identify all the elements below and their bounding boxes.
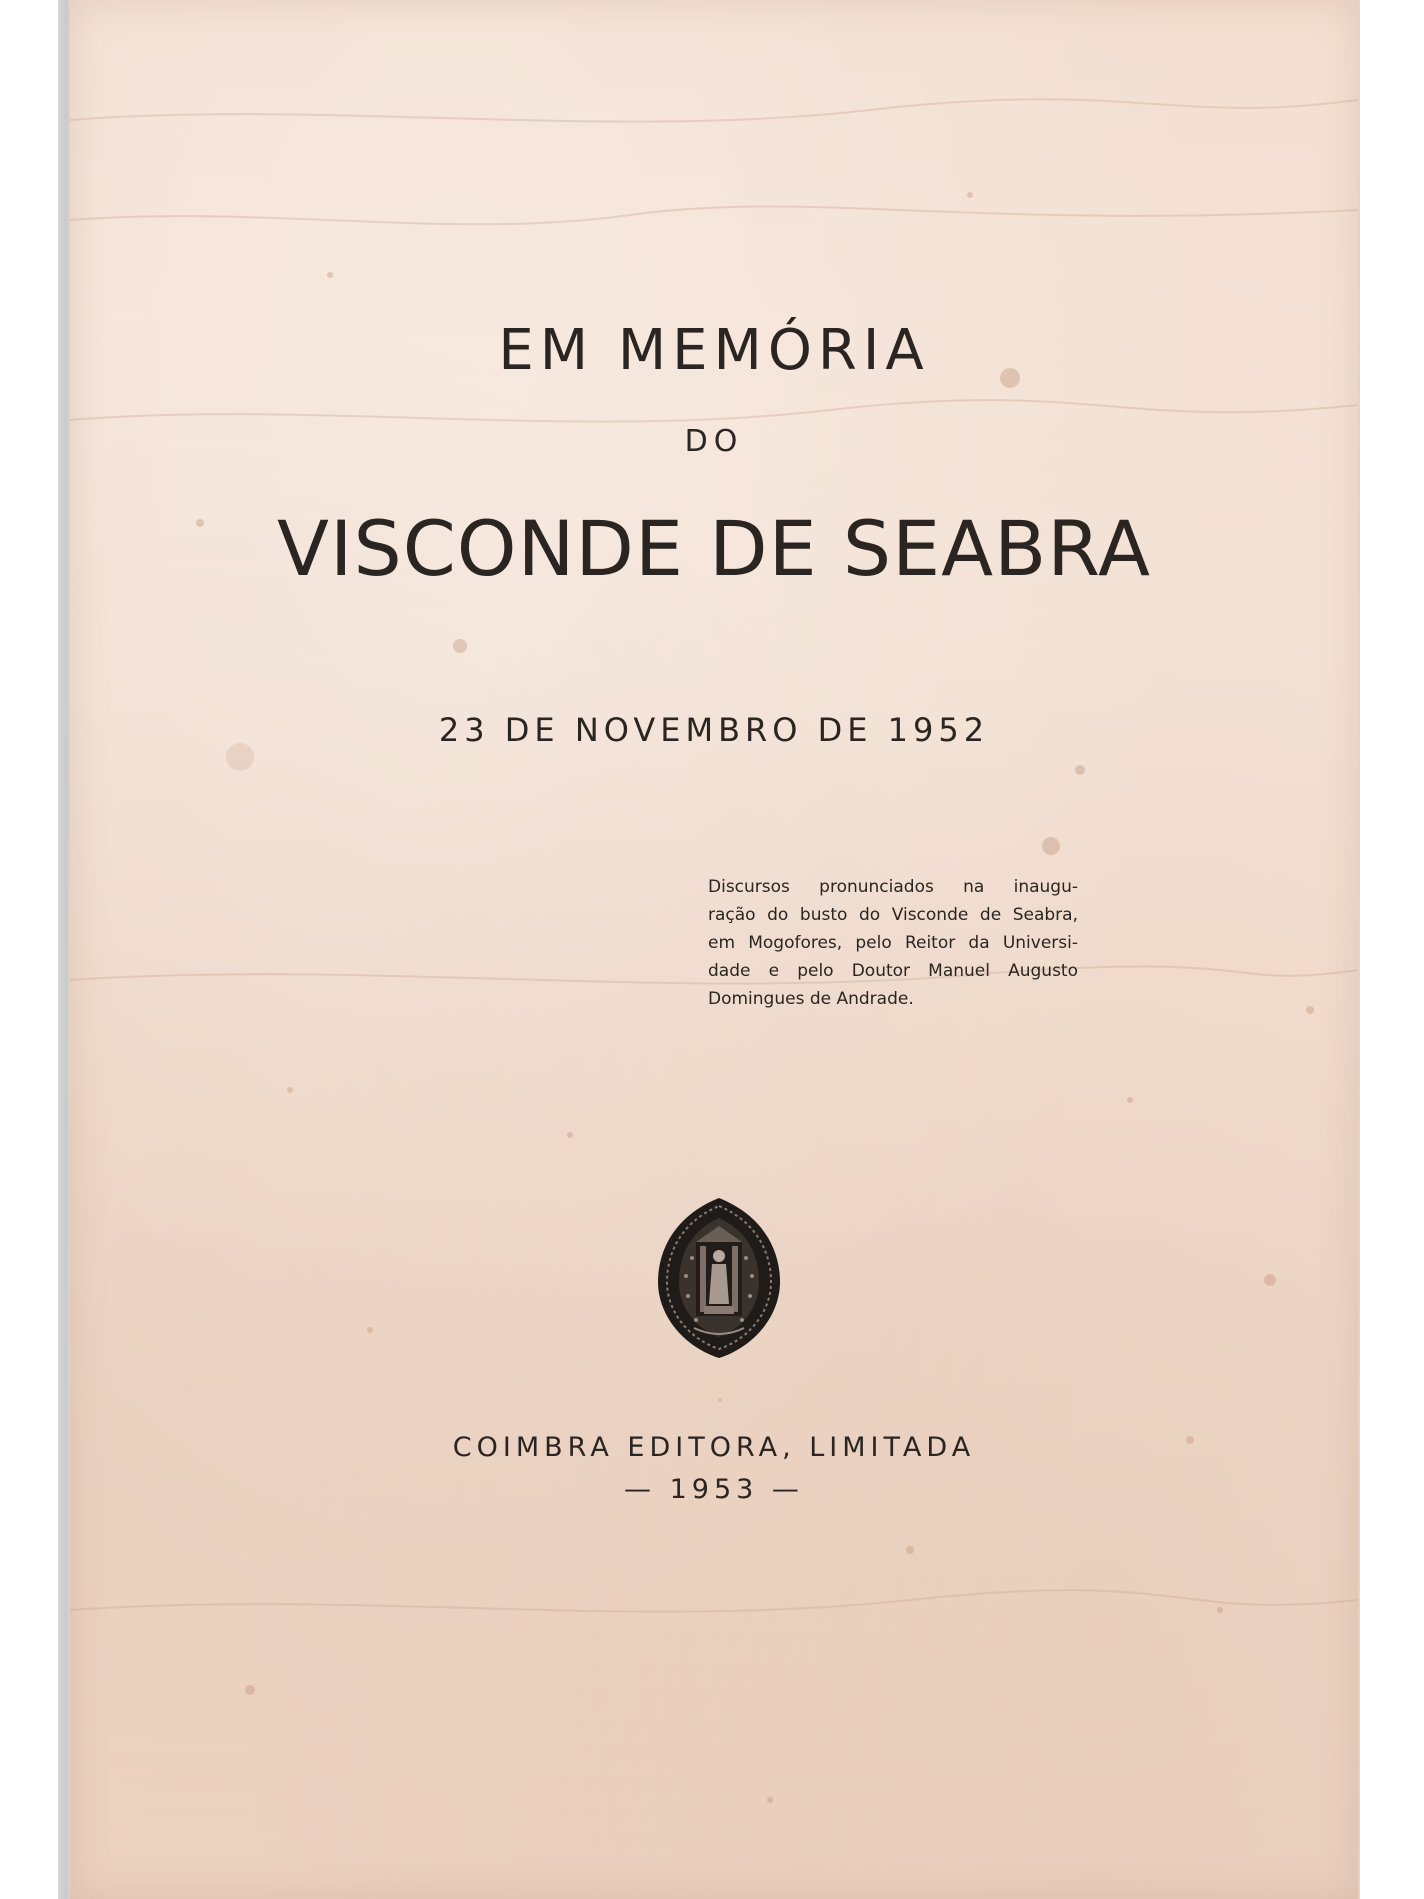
title-line-2: DO xyxy=(684,424,744,459)
description-line: Domingues de Andrade. xyxy=(708,989,914,1009)
description-paragraph xyxy=(708,873,1078,1013)
description-line: dade e pelo Doutor Manuel Augusto xyxy=(708,961,1078,981)
description-line: Discursos pronunciados na inaugu- xyxy=(708,877,1078,897)
event-date: 23 DE NOVEMBRO DE 1952 xyxy=(438,711,990,749)
description-line: ração do busto do Visconde de Seabra, xyxy=(708,905,1078,925)
university-seal-icon xyxy=(656,1196,782,1360)
description-line: em Mogofores, pelo Reitor da Universi- xyxy=(708,933,1078,953)
title-line-3: VISCONDE DE SEABRA xyxy=(277,504,1151,593)
publication-year: — 1953 — xyxy=(624,1474,804,1505)
title-line-1: EM MEMÓRIA xyxy=(498,318,930,383)
publisher-name: COIMBRA EDITORA, LIMITADA xyxy=(452,1432,976,1463)
book-cover xyxy=(70,0,1360,1899)
